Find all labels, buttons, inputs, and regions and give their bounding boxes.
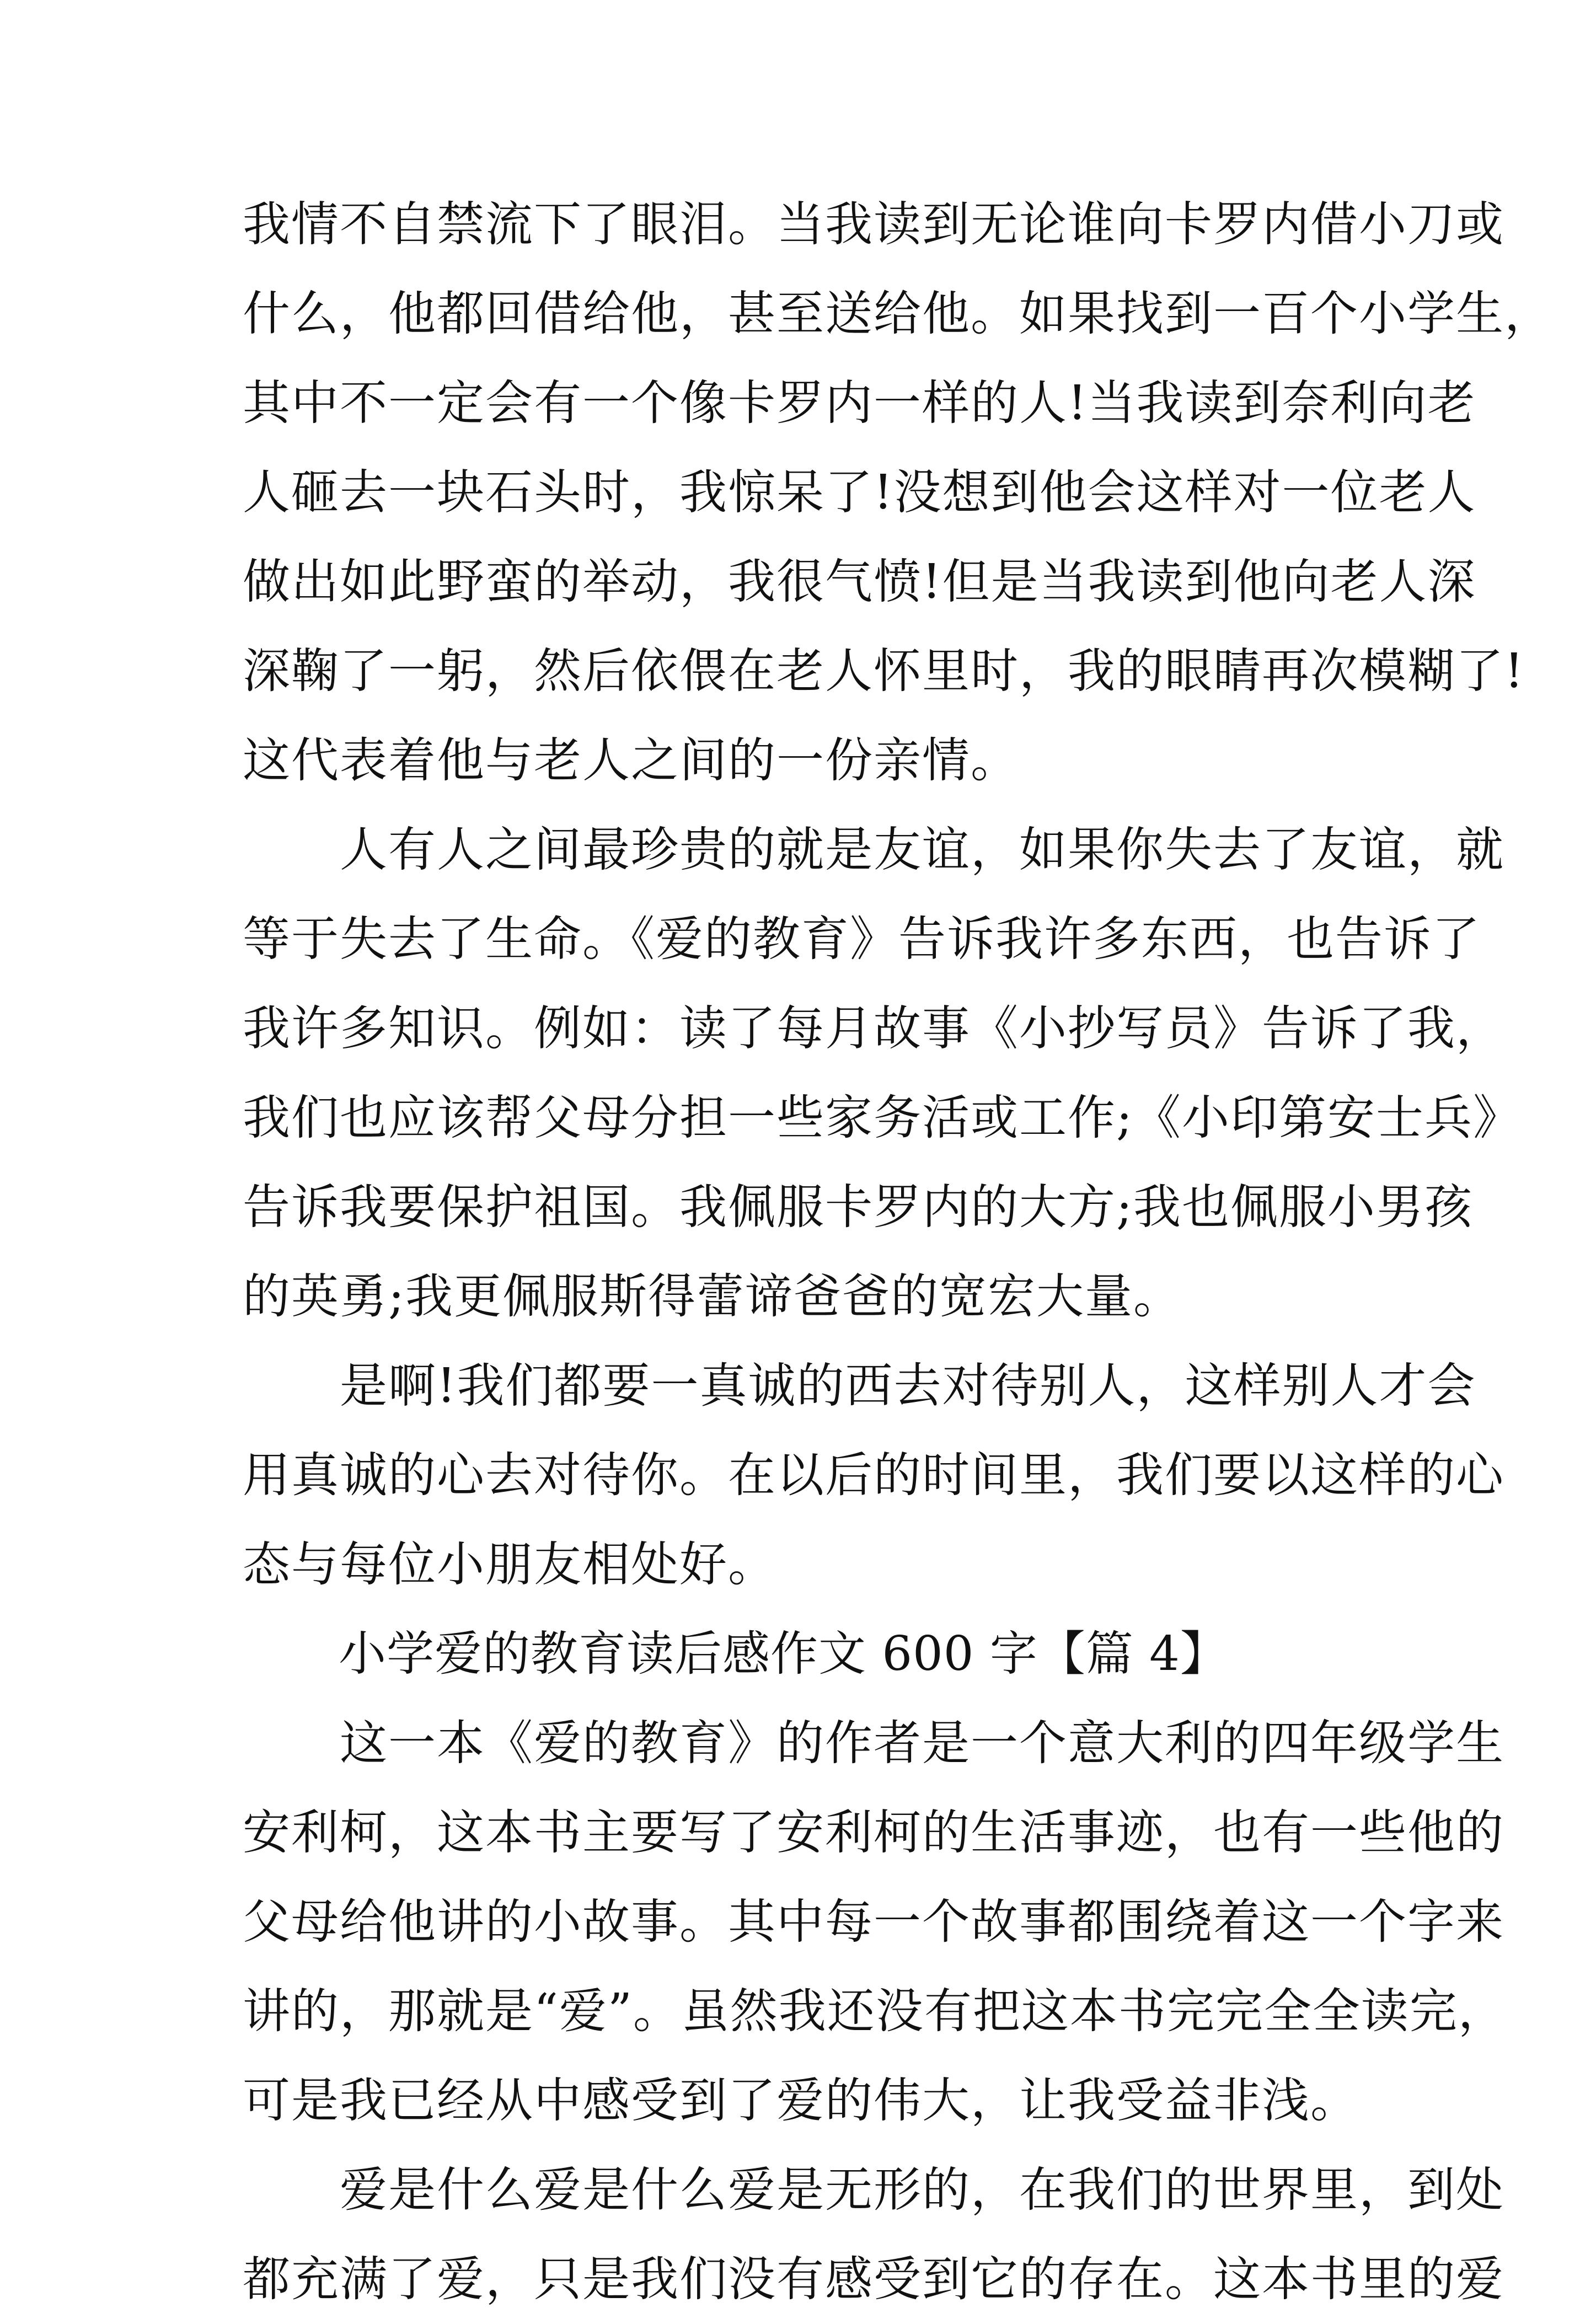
paragraph-start-line: 是啊!我们都要一真诚的西去对待别人，这样别人才会 bbox=[243, 1358, 1476, 1413]
text-line: 我许多知识。例如：读了每月故事《小抄写员》告诉了我， bbox=[243, 1001, 1504, 1056]
text-line: 可是我已经从中感受到了爱的伟大，让我受益非浅。 bbox=[243, 2073, 1359, 2128]
paragraph-start-line: 爱是什么爱是什么爱是无形的，在我们的世界里，到处 bbox=[243, 2162, 1504, 2218]
text-line: 我情不自禁流下了眼泪。当我读到无论谁向卡罗内借小刀或 bbox=[243, 197, 1504, 252]
essay-body bbox=[243, 180, 1553, 2324]
text-line: 都充满了爱，只是我们没有感受到它的存在。这本书里的爱 bbox=[243, 2252, 1504, 2307]
text-line: 什么，他都回借给他，甚至送给他。如果找到一百个小学生， bbox=[243, 286, 1553, 341]
text-line: 等于失去了生命。《爱的教育》告诉我许多东西，也告诉了 bbox=[243, 912, 1481, 967]
text-line: 用真诚的心去对待你。在以后的时间里，我们要以这样的心 bbox=[243, 1448, 1504, 1503]
section-heading: 小学爱的教育读后感作文 600 字【篇 4】 bbox=[243, 1626, 1228, 1682]
text-line: 做出如此野蛮的举动，我很气愤!但是当我读到他向老人深 bbox=[243, 554, 1476, 609]
paragraph-start-line: 人有人之间最珍贵的就是友谊，如果你失去了友谊，就 bbox=[243, 822, 1504, 877]
text-line: 深鞠了一躬，然后依偎在老人怀里时，我的眼睛再次模糊了! bbox=[243, 644, 1525, 699]
paragraph-start-line: 这一本《爱的教育》的作者是一个意大利的四年级学生 bbox=[243, 1716, 1504, 1771]
text-line: 父母给他讲的小故事。其中每一个故事都围绕着这一个字来 bbox=[243, 1894, 1504, 1950]
text-line: 这代表着他与老人之间的一份亲情。 bbox=[243, 733, 1019, 788]
text-line: 的英勇;我更佩服斯得蕾谛爸爸的宽宏大量。 bbox=[243, 1269, 1182, 1324]
text-line: 人砸去一块石头时，我惊呆了!没想到他会这样对一位老人 bbox=[243, 465, 1476, 520]
text-line: 讲的，那就是“爱”。虽然我还没有把这本书完完全全读完， bbox=[243, 1984, 1507, 2039]
text-line: 告诉我要保护祖国。我佩服卡罗内的大方;我也佩服小男孩 bbox=[243, 1180, 1473, 1235]
text-line: 态与每位小朋友相处好。 bbox=[243, 1537, 776, 1592]
text-line: 安利柯，这本书主要写了安利柯的生活事迹，也有一些他的 bbox=[243, 1805, 1504, 1860]
text-line: 我们也应该帮父母分担一些家务活或工作;《小印第安士兵》 bbox=[243, 1090, 1522, 1145]
text-line: 其中不一定会有一个像卡罗内一样的人!当我读到奈利向老 bbox=[243, 376, 1476, 431]
